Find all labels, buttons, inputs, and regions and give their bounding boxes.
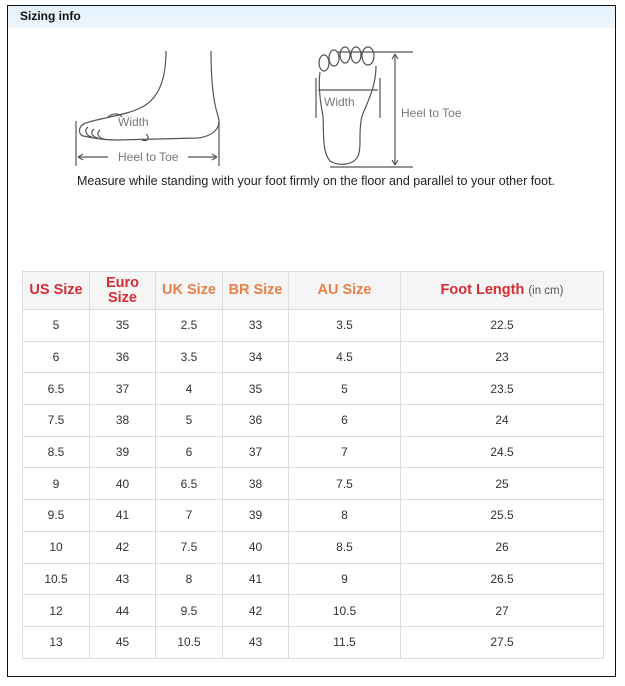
cell-au: 8.5 (289, 531, 401, 563)
header-au-size: AU Size (289, 272, 401, 310)
cell-euro: 37 (90, 373, 156, 405)
cell-br: 37 (223, 436, 289, 468)
cell-us: 6.5 (23, 373, 90, 405)
cell-euro: 41 (90, 500, 156, 532)
cell-us: 9.5 (23, 500, 90, 532)
measurement-instruction: Measure while standing with your foot firmly on the floor and parallel to your other foot. (77, 174, 556, 188)
cell-br: 33 (223, 310, 289, 342)
cell-foot-length: 25.5 (401, 500, 604, 532)
table-row (23, 468, 604, 500)
cell-foot-length: 27.5 (401, 626, 604, 658)
table-row (23, 373, 604, 405)
cell-au: 5 (289, 373, 401, 405)
cell-br: 34 (223, 341, 289, 373)
cell-uk: 7 (156, 500, 223, 532)
cell-foot-length: 25 (401, 468, 604, 500)
cell-br: 38 (223, 468, 289, 500)
cell-uk: 6 (156, 436, 223, 468)
cell-foot-length: 26.5 (401, 563, 604, 595)
side-view-foot-icon (76, 51, 219, 166)
cell-foot-length: 23 (401, 341, 604, 373)
cell-us: 12 (23, 595, 90, 627)
cell-euro: 35 (90, 310, 156, 342)
cell-uk: 5 (156, 405, 223, 437)
top-width-label: Width (324, 95, 355, 109)
cell-br: 36 (223, 405, 289, 437)
header-foot-length-label: Foot Length (440, 281, 525, 298)
cell-br: 43 (223, 626, 289, 658)
cell-foot-length: 23.5 (401, 373, 604, 405)
size-chart-body (23, 310, 604, 659)
cell-br: 35 (223, 373, 289, 405)
header-us-size: US Size (23, 272, 90, 310)
sizing-info-panel (7, 5, 616, 677)
table-row (23, 310, 604, 342)
table-row (23, 436, 604, 468)
cell-foot-length: 22.5 (401, 310, 604, 342)
cell-euro: 42 (90, 531, 156, 563)
cell-uk: 7.5 (156, 531, 223, 563)
cell-foot-length: 24.5 (401, 436, 604, 468)
cell-au: 11.5 (289, 626, 401, 658)
cell-br: 42 (223, 595, 289, 627)
panel-title: Sizing info (20, 9, 81, 23)
table-row (23, 595, 604, 627)
table-header-row (23, 272, 604, 310)
cell-us: 10 (23, 531, 90, 563)
cell-us: 8.5 (23, 436, 90, 468)
header-euro-line2: Size (107, 289, 137, 306)
cell-au: 7 (289, 436, 401, 468)
cell-br: 40 (223, 531, 289, 563)
header-uk-size: UK Size (156, 272, 223, 310)
cell-us: 13 (23, 626, 90, 658)
cell-uk: 6.5 (156, 468, 223, 500)
cell-uk: 4 (156, 373, 223, 405)
table-row (23, 405, 604, 437)
header-euro-line1: Euro (105, 274, 140, 291)
cell-euro: 39 (90, 436, 156, 468)
cell-uk: 10.5 (156, 626, 223, 658)
cell-us: 10.5 (23, 563, 90, 595)
header-euro-size (90, 272, 156, 310)
cell-br: 39 (223, 500, 289, 532)
cell-uk: 9.5 (156, 595, 223, 627)
size-chart-table (22, 271, 604, 659)
cell-foot-length: 24 (401, 405, 604, 437)
cell-us: 9 (23, 468, 90, 500)
table-row (23, 563, 604, 595)
cell-au: 3.5 (289, 310, 401, 342)
header-br-size: BR Size (223, 272, 289, 310)
cell-euro: 45 (90, 626, 156, 658)
cell-foot-length: 27 (401, 595, 604, 627)
cell-uk: 3.5 (156, 341, 223, 373)
header-foot-length (401, 272, 604, 310)
cell-uk: 8 (156, 563, 223, 595)
cell-foot-length: 26 (401, 531, 604, 563)
top-length-label: Heel to Toe (401, 106, 462, 120)
table-row (23, 341, 604, 373)
cell-euro: 43 (90, 563, 156, 595)
cell-au: 6 (289, 405, 401, 437)
cell-au: 7.5 (289, 468, 401, 500)
cell-br: 41 (223, 563, 289, 595)
header-foot-length-unit: (in cm) (528, 284, 564, 297)
cell-euro: 36 (90, 341, 156, 373)
cell-euro: 38 (90, 405, 156, 437)
cell-us: 5 (23, 310, 90, 342)
cell-us: 7.5 (23, 405, 90, 437)
cell-au: 4.5 (289, 341, 401, 373)
cell-us: 6 (23, 341, 90, 373)
cell-au: 9 (289, 563, 401, 595)
table-row (23, 626, 604, 658)
cell-euro: 40 (90, 468, 156, 500)
table-row (23, 531, 604, 563)
side-width-label: Width (118, 115, 149, 129)
cell-uk: 2.5 (156, 310, 223, 342)
side-length-label: Heel to Toe (118, 150, 179, 164)
table-row (23, 500, 604, 532)
cell-euro: 44 (90, 595, 156, 627)
cell-au: 10.5 (289, 595, 401, 627)
cell-au: 8 (289, 500, 401, 532)
